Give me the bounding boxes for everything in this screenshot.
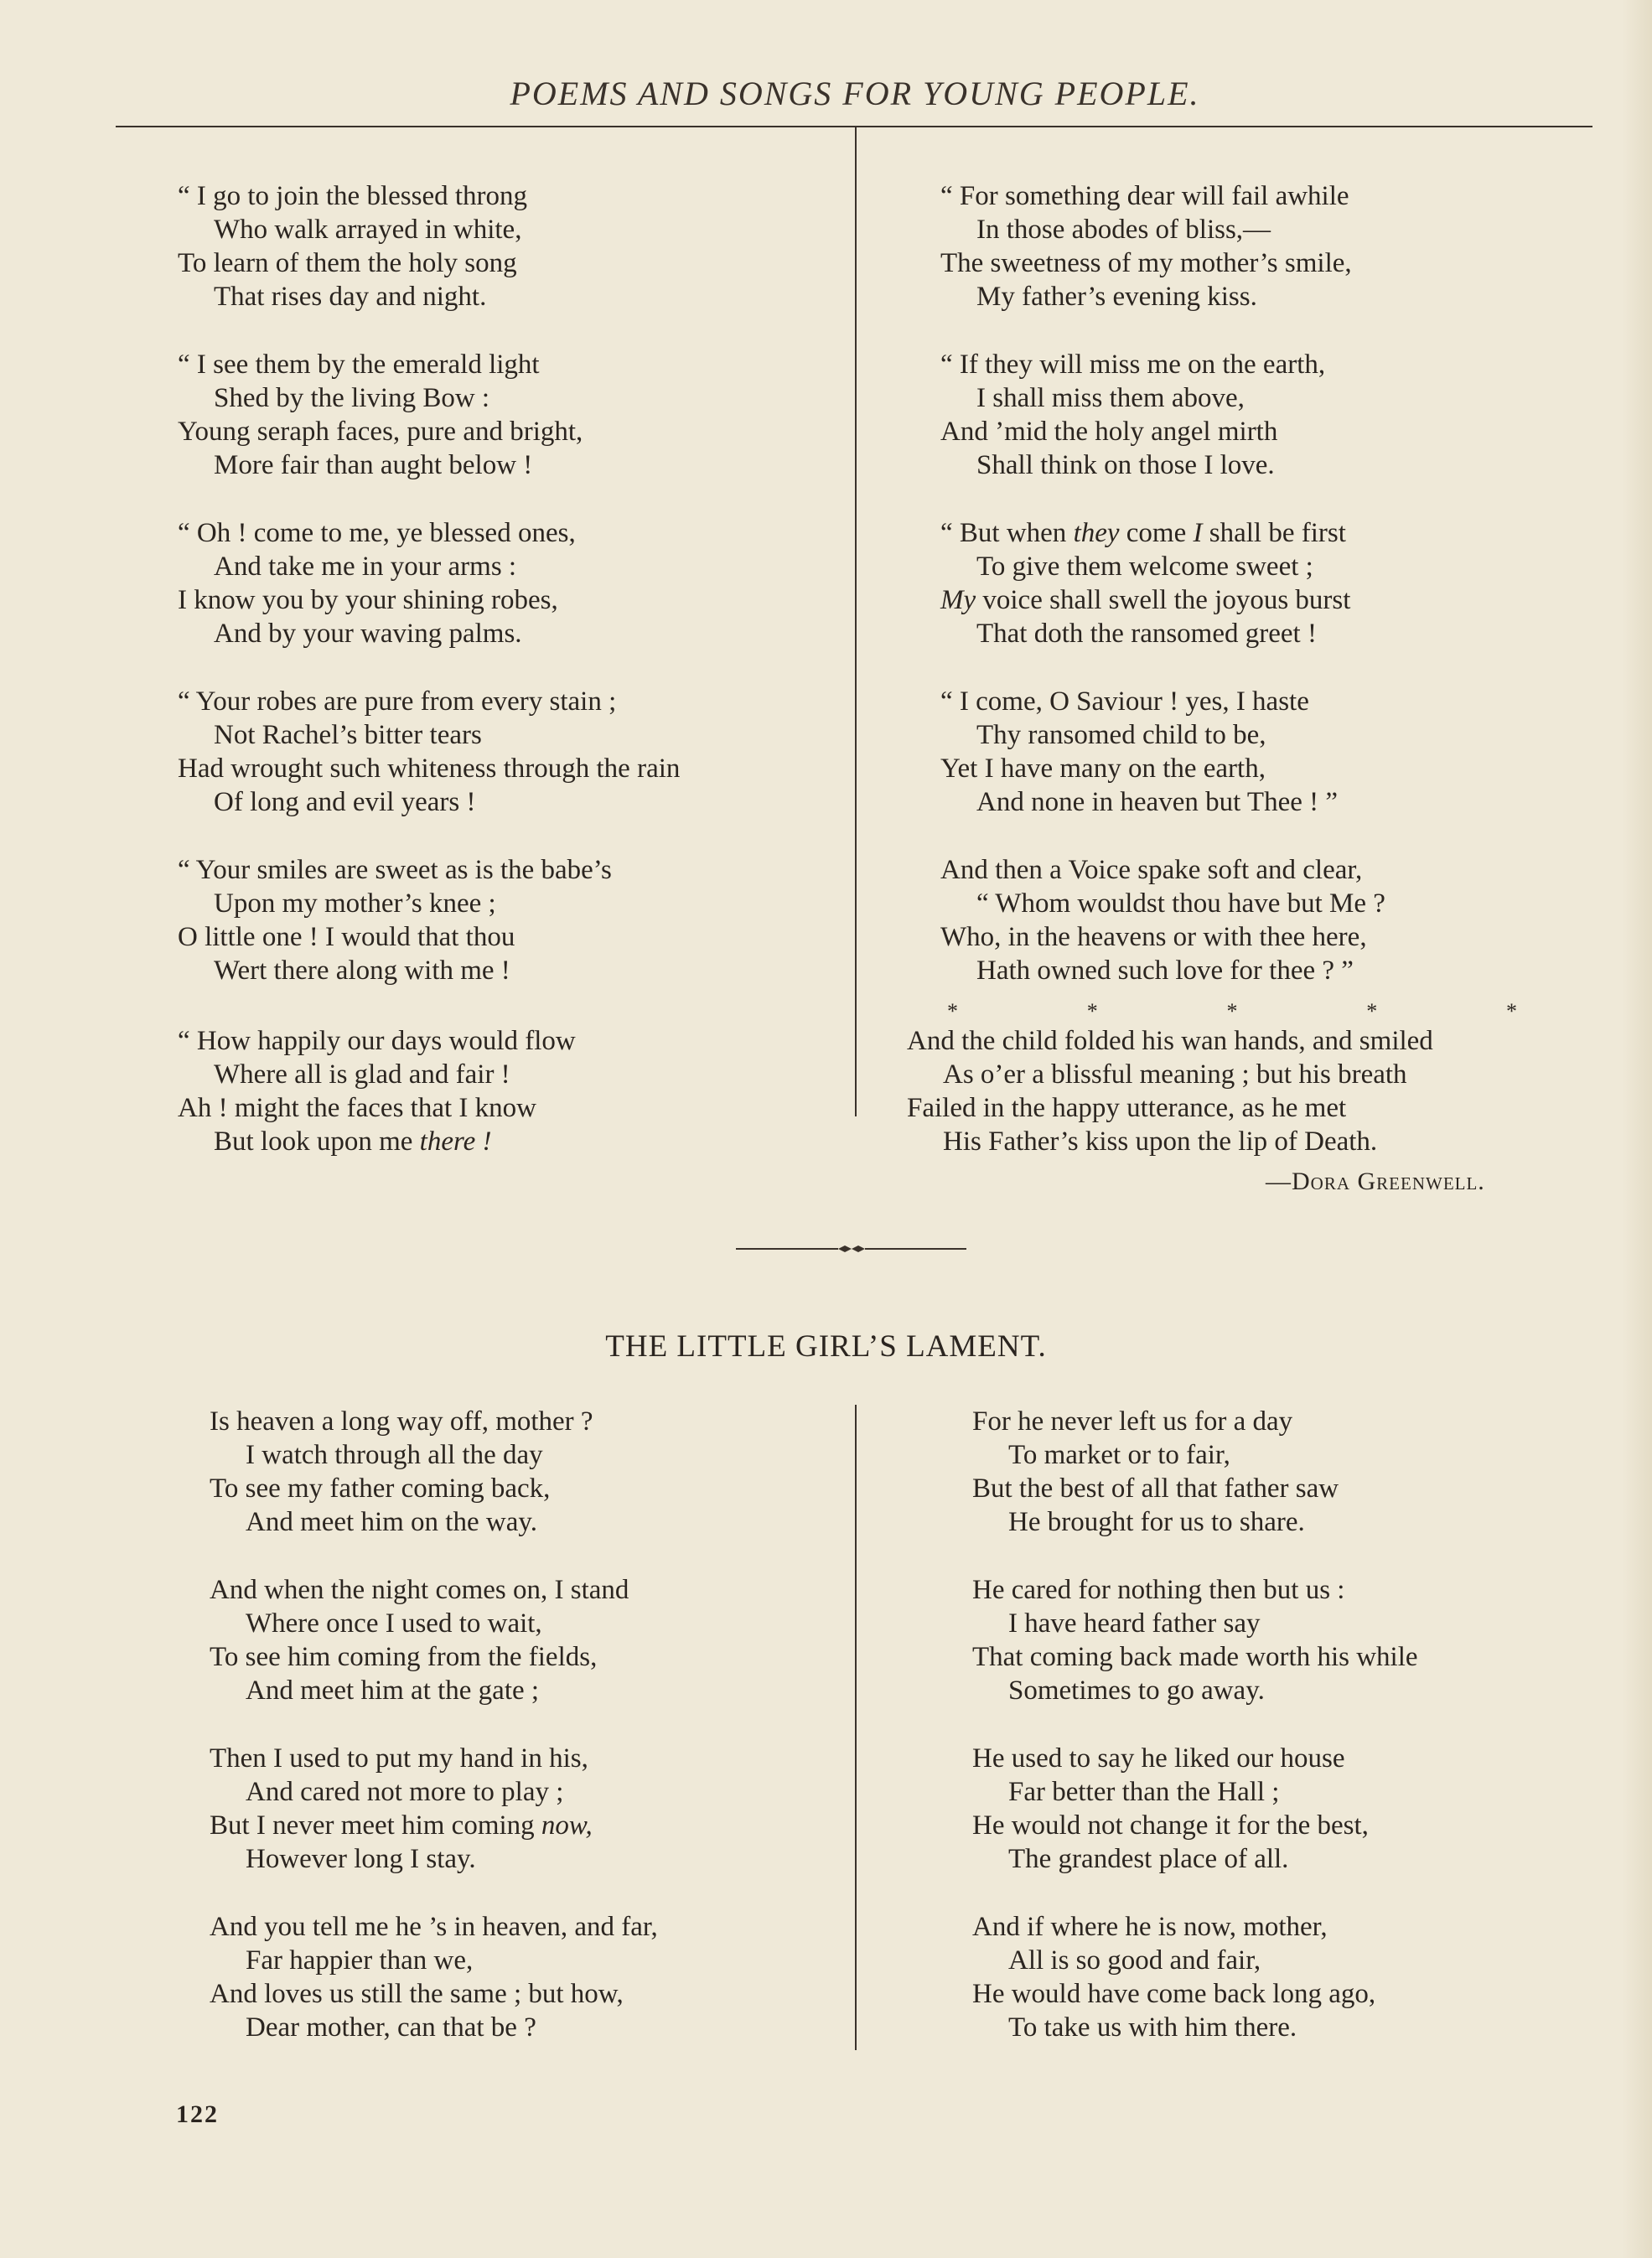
- verse-line: Where all is glad and fair !: [214, 1059, 510, 1090]
- poem2-right-column: [972, 1405, 1418, 2044]
- verse-line: Upon my mother’s knee ;: [214, 888, 496, 919]
- verse-line: My voice shall swell the joyous burst: [940, 585, 1351, 615]
- verse-line: To see my father coming back,: [210, 1473, 551, 1504]
- verse-line: Not Rachel’s bitter tears: [214, 720, 482, 750]
- stanza: [940, 179, 1385, 313]
- poem1-closing-lines: [907, 1024, 1433, 1158]
- verse-line: “ I see them by the emerald light: [178, 350, 540, 380]
- stanza: [972, 1405, 1418, 1539]
- verse-line: My father’s evening kiss.: [976, 282, 1257, 312]
- stanza: [972, 1910, 1418, 2044]
- poem2-left-column: [210, 1405, 658, 2044]
- ornamental-divider: [736, 1244, 966, 1254]
- verse-line: Who walk arrayed in white,: [214, 215, 522, 245]
- verse-line: And meet him at the gate ;: [246, 1675, 540, 1706]
- verse-line: He would have come back long ago,: [972, 1979, 1376, 2009]
- verse-line: And cared not more to play ;: [246, 1777, 564, 1807]
- star-glyph: *: [1366, 999, 1378, 1023]
- verse-line: Hath owned such love for thee ? ”: [976, 956, 1354, 986]
- verse-line: More fair than aught below !: [214, 450, 533, 480]
- verse-line: “ But when they come I shall be first: [940, 518, 1346, 548]
- verse-line: Wert there along with me !: [214, 956, 510, 986]
- verse-line: He brought for us to share.: [1008, 1507, 1305, 1537]
- verse-line: “ Oh ! come to me, ye blessed ones,: [178, 518, 576, 548]
- stanza: [178, 516, 680, 650]
- verse-line: Of long and evil years !: [214, 787, 476, 817]
- poem1-left-column: [178, 179, 680, 987]
- verse-line: I shall miss them above,: [976, 383, 1245, 413]
- verse-line: Young seraph faces, pure and bright,: [178, 417, 583, 447]
- verse-line: For he never left us for a day: [972, 1406, 1293, 1437]
- verse-line: To see him coming from the fields,: [210, 1642, 598, 1672]
- stanza: [210, 1405, 658, 1539]
- verse-line: Ah ! might the faces that I know: [178, 1093, 536, 1123]
- star-glyph: *: [1506, 999, 1517, 1023]
- stanza: [940, 853, 1385, 987]
- verse-line: “ For something dear will fail awhile: [940, 181, 1349, 211]
- verse-line: However long I stay.: [246, 1844, 476, 1874]
- verse-line: Shed by the living Bow :: [214, 383, 490, 413]
- verse-line: And if where he is now, mother,: [972, 1912, 1328, 1942]
- verse-line: He used to say he liked our house: [972, 1743, 1345, 1774]
- verse-line: “ Whom wouldst thou have but Me ?: [976, 888, 1385, 919]
- verse-line: And when the night comes on, I stand: [210, 1575, 629, 1605]
- verse-line: And loves us still the same ; but how,: [210, 1979, 624, 2009]
- stanza: [178, 179, 680, 313]
- section-stars: [947, 999, 1517, 1024]
- verse-line: But the best of all that father saw: [972, 1473, 1339, 1504]
- verse-line: Sometimes to go away.: [1008, 1675, 1265, 1706]
- verse-line: “ I come, O Saviour ! yes, I haste: [940, 686, 1309, 717]
- verse-line: And ’mid the holy angel mirth: [940, 417, 1278, 447]
- verse-line: The sweetness of my mother’s smile,: [940, 248, 1352, 278]
- stanza: [972, 1742, 1418, 1876]
- verse-line: And the child folded his wan hands, and smiled: [907, 1026, 1433, 1056]
- page-edge-shadow: [1622, 0, 1652, 2258]
- verse-line: “ Your smiles are sweet as is the babe’s: [178, 855, 612, 885]
- header-rule: [116, 126, 1592, 127]
- verse-line: That coming back made worth his while: [972, 1642, 1418, 1672]
- verse-line: And then a Voice spake soft and clear,: [940, 855, 1363, 885]
- poem2-column-rule: [855, 1405, 857, 2050]
- verse-line: “ Your robes are pure from every stain ;: [178, 686, 617, 717]
- verse-line: He cared for nothing then but us :: [972, 1575, 1345, 1605]
- star-glyph: *: [1086, 999, 1098, 1023]
- verse-line: “ How happily our days would flow: [178, 1026, 576, 1056]
- verse-line: And by your waving palms.: [214, 619, 522, 649]
- stanza: [178, 853, 680, 987]
- page-number: 122: [176, 2100, 219, 2128]
- verse-line: I have heard father say: [1008, 1608, 1261, 1639]
- verse-line: I watch through all the day: [246, 1440, 543, 1470]
- stanza: [178, 348, 680, 482]
- verse-line: Where once I used to wait,: [246, 1608, 542, 1639]
- verse-line: All is so good and fair,: [1008, 1945, 1261, 1976]
- stanza: [940, 516, 1385, 650]
- poem1-left-last-stanza: [178, 1024, 576, 1158]
- verse-line: Shall think on those I love.: [976, 450, 1275, 480]
- verse-line: Yet I have many on the earth,: [940, 754, 1266, 784]
- verse-line: But look upon me there !: [214, 1126, 492, 1157]
- verse-line: In those abodes of bliss,—: [976, 215, 1271, 245]
- verse-line: “ If they will miss me on the earth,: [940, 350, 1326, 380]
- verse-line: To market or to fair,: [1008, 1440, 1230, 1470]
- verse-line: But I never meet him coming now,: [210, 1810, 593, 1841]
- verse-line: That doth the ransomed greet !: [976, 619, 1317, 649]
- stanza: [178, 685, 680, 819]
- verse-line: The grandest place of all.: [1008, 1844, 1289, 1874]
- running-head: POEMS AND SONGS FOR YOUNG PEOPLE.: [510, 75, 1200, 112]
- poem1-attribution: —Dora Greenwell.: [1266, 1168, 1485, 1195]
- verse-line: Far happier than we,: [246, 1945, 474, 1976]
- poem1-column-rule: [855, 127, 857, 1116]
- verse-line: As o’er a blissful meaning ; but his breath: [943, 1059, 1407, 1090]
- verse-line: Failed in the happy utterance, as he met: [907, 1093, 1347, 1123]
- verse-line: Far better than the Hall ;: [1008, 1777, 1280, 1807]
- star-glyph: *: [947, 999, 958, 1023]
- verse-line: And none in heaven but Thee ! ”: [976, 787, 1338, 817]
- verse-line: Then I used to put my hand in his,: [210, 1743, 588, 1774]
- verse-line: His Father’s kiss upon the lip of Death.: [943, 1126, 1378, 1157]
- verse-line: That rises day and night.: [214, 282, 487, 312]
- stanza: [210, 1573, 658, 1707]
- stanza: [940, 685, 1385, 819]
- star-glyph: *: [1226, 999, 1238, 1023]
- stanza: [972, 1573, 1418, 1707]
- verse-line: He would not change it for the best,: [972, 1810, 1369, 1841]
- verse-line: Is heaven a long way off, mother ?: [210, 1406, 593, 1437]
- verse-line: I know you by your shining robes,: [178, 585, 558, 615]
- poem2-title: THE LITTLE GIRL’S LAMENT.: [605, 1329, 1047, 1364]
- verse-line: To take us with him there.: [1008, 2012, 1297, 2043]
- stanza: [940, 348, 1385, 482]
- verse-line: And take me in your arms :: [214, 552, 517, 582]
- verse-line: Had wrought such whiteness through the rain: [178, 754, 681, 784]
- verse-line: Dear mother, can that be ?: [246, 2012, 536, 2043]
- verse-line: O little one ! I would that thou: [178, 922, 515, 952]
- verse-line: Thy ransomed child to be,: [976, 720, 1266, 750]
- verse-line: To learn of them the holy song: [178, 248, 517, 278]
- verse-line: And meet him on the way.: [246, 1507, 537, 1537]
- verse-line: And you tell me he ’s in heaven, and far,: [210, 1912, 658, 1942]
- stanza: [210, 1742, 658, 1876]
- verse-line: To give them welcome sweet ;: [976, 552, 1313, 582]
- verse-line: “ I go to join the blessed throng: [178, 181, 528, 211]
- poem1-right-column: [940, 179, 1385, 987]
- verse-line: Who, in the heavens or with thee here,: [940, 922, 1367, 952]
